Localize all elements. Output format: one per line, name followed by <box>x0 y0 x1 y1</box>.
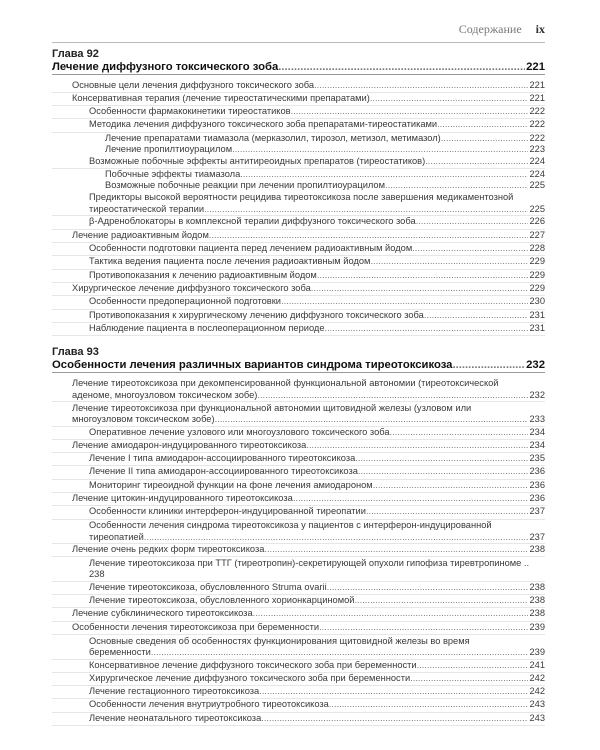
dot-leader <box>358 466 529 478</box>
toc-entry-title: Особенности клиники интерферон-индуцированной тиреопатии <box>89 506 366 517</box>
toc-entry-title: Лечение цитокин-индуцированного тиреотоксикоза <box>72 492 293 503</box>
toc-entry[interactable] <box>52 506 545 519</box>
toc-entry-page: 227 <box>529 229 545 240</box>
toc-entry-title: Лечение тиреотоксикоза при функциональной автономии щитовидной железы (узловом или <box>72 402 472 413</box>
toc-entry[interactable] <box>52 80 545 93</box>
toc-entry-title: Особенности лечения внутриутробного тиреотоксикоза <box>89 699 329 710</box>
toc-entry[interactable] <box>52 440 545 453</box>
toc-entry-title-continued: беременности <box>89 647 151 658</box>
toc-entry[interactable] <box>52 608 545 621</box>
toc-entry-page: 224 <box>529 155 545 166</box>
dot-leader <box>151 647 529 659</box>
toc-entry-page: 238 <box>529 595 545 606</box>
chapter-page: 232 <box>526 358 545 371</box>
toc-entry-title: Оперативное лечение узлового или многоузлового токсического зоба <box>89 426 390 437</box>
toc-entry[interactable] <box>52 622 545 635</box>
toc-entry-page: 223 <box>529 144 545 155</box>
dot-leader <box>366 506 529 518</box>
toc-entry[interactable] <box>52 466 545 479</box>
dot-leader <box>240 169 528 181</box>
dot-leader <box>355 453 528 465</box>
dot-leader <box>232 144 528 156</box>
toc-entry-title-continued: тиреостатической терапии <box>89 203 205 214</box>
toc-entry-title: Консервативное лечение диффузного токсического зоба при беременности <box>89 659 417 670</box>
toc-entry-title: Хирургическое лечение диффузного токсического зоба при беременности <box>89 672 411 683</box>
toc-entry-title: Лечение субклинического тиреотоксикоза <box>72 608 253 619</box>
dot-leader <box>327 582 529 594</box>
toc-entry-page: 232 <box>529 389 545 400</box>
toc-entry[interactable] <box>52 378 545 403</box>
toc-entry[interactable] <box>52 192 545 217</box>
chapter-title: Лечение диффузного токсического зоба <box>52 60 279 73</box>
chapter-title-entry[interactable] <box>52 359 545 373</box>
toc-entry-page: 228 <box>529 243 545 254</box>
toc-entry-title: Особенности лечения синдрома тиреотоксикоза у пациентов с интерферон-индуцированной <box>89 520 492 531</box>
dot-leader <box>215 414 529 426</box>
dot-leader <box>144 532 529 544</box>
toc-entry-title: Лечение неонатального тиреотоксикоза <box>89 712 262 723</box>
toc-entry[interactable] <box>52 402 545 427</box>
dot-leader <box>317 270 529 282</box>
toc-entry-title-continued: аденоме, многоузловом токсическом зобе) <box>72 389 258 400</box>
running-header-section: Содержание <box>458 22 522 36</box>
dot-leader <box>390 427 529 439</box>
dot-leader <box>452 359 525 372</box>
toc-entry[interactable] <box>52 544 545 557</box>
toc-entry-page: 222 <box>529 119 545 130</box>
toc-entry-page: 239 <box>529 647 545 658</box>
toc-entry-page: 225 <box>529 203 545 214</box>
toc-entry-page: 238 <box>89 569 105 580</box>
toc-entry[interactable] <box>52 243 545 256</box>
dot-leader <box>329 699 529 711</box>
toc-entry-title: Мониторинг тиреоидной функции на фоне лечения амиодароном <box>89 479 373 490</box>
dot-leader <box>385 180 529 192</box>
toc-entry-title: Консервативная терапия (лечение тиреостатическими препаратами) <box>72 92 370 103</box>
toc-entry[interactable] <box>52 310 545 323</box>
toc-entry-page: 229 <box>529 282 545 293</box>
dot-leader <box>278 61 525 74</box>
toc-entry-page: 241 <box>529 659 545 670</box>
toc-entry-title-continued: тиреопатией <box>89 531 144 542</box>
dot-leader <box>264 544 528 556</box>
toc-entry[interactable] <box>52 323 545 336</box>
toc-entry-title: Лечение препаратами тиамазола (мерказолил, тирозол, метизол, метимазол) <box>105 132 441 143</box>
dot-leader <box>261 713 528 725</box>
toc-entry[interactable] <box>52 230 545 243</box>
dot-leader <box>424 310 529 322</box>
toc-entry-page: 225 <box>529 180 545 191</box>
toc-entry-title: Особенности подготовки пациента перед лечением радиоактивным йодом <box>89 243 413 254</box>
toc-entry-page: 222 <box>529 132 545 143</box>
chapter-93 <box>52 346 545 726</box>
toc-entry-page: 230 <box>529 296 545 307</box>
toc-entry[interactable] <box>52 635 545 660</box>
toc-entry-title: Методика лечения диффузного токсического зоба препаратами-тиреостатиками <box>89 119 438 130</box>
toc-entry-page: 224 <box>529 168 545 179</box>
toc-entry[interactable] <box>52 713 545 726</box>
dot-leader <box>325 323 529 335</box>
toc-entry-title: Возможные побочные эффекты антитиреоидных препаратов (тиреостатиков) <box>89 155 426 166</box>
toc-entry-page: 236 <box>529 466 545 477</box>
toc-entry-title: Особенности предоперационной подготовки <box>89 296 281 307</box>
toc-entry-title: Лечение амиодарон-индуцированного тиреотоксикоза <box>72 439 307 450</box>
toc-entry-title: Лечение тиреотоксикоза при декомпенсированной функциональной автономии (тиреотоксической <box>72 378 499 388</box>
dot-leader <box>314 80 528 92</box>
toc-entry-page: 242 <box>529 686 545 697</box>
toc-entry[interactable] <box>52 256 545 269</box>
dot-leader <box>209 230 529 242</box>
toc-entry-page: 238 <box>529 581 545 592</box>
dot-leader <box>410 673 528 685</box>
toc-entry-title: Лечение I типа амиодарон-ассоциированного тиреотоксикоза <box>89 453 356 464</box>
toc-entry-page: 243 <box>529 699 545 710</box>
toc-entry-title: Противопоказания к хирургическому лечению диффузного токсического зоба <box>89 309 424 320</box>
toc-entry-page: 231 <box>529 309 545 320</box>
dot-leader <box>370 256 528 268</box>
dot-leader <box>306 440 528 452</box>
toc-entry[interactable] <box>52 106 545 119</box>
toc-entry-title: Особенности лечения тиреотоксикоза при беременности <box>72 621 320 632</box>
dot-leader <box>253 608 529 620</box>
toc-entry-title: Хирургическое лечение диффузного токсического зоба <box>72 282 311 293</box>
toc-entry[interactable] <box>52 582 545 595</box>
toc-entry-title-continued: многоузловом токсическом зобе) <box>72 414 215 424</box>
toc-entry-title: Противопоказания к лечению радиоактивным йодом <box>89 269 317 280</box>
page-number: ix <box>535 22 545 36</box>
toc-entry[interactable] <box>52 156 545 169</box>
toc-entry[interactable] <box>52 427 545 440</box>
toc-entry-page: 234 <box>529 439 545 450</box>
toc-entry[interactable] <box>52 283 545 296</box>
toc-entry-title: Основные сведения об особенностях функционирования щитовидной железы во время <box>89 635 470 646</box>
toc-entry[interactable] <box>52 520 545 545</box>
toc-entry-page: 231 <box>529 322 545 333</box>
toc-entry[interactable] <box>52 144 545 156</box>
dot-leader <box>204 204 528 216</box>
toc-entry[interactable] <box>52 216 545 229</box>
toc-entry[interactable] <box>52 169 545 181</box>
dot-leader <box>311 283 529 295</box>
toc-entry-page: 221 <box>529 79 545 90</box>
toc-entry-title: Тактика ведения пациента после лечения радиоактивным йодом <box>89 256 371 267</box>
toc-entry-page: 243 <box>529 712 545 723</box>
header-rule <box>52 42 545 43</box>
toc-entry-title: Лечение радиоактивным йодом <box>72 229 209 240</box>
dot-leader <box>437 119 528 131</box>
toc-entry-page: 222 <box>529 106 545 117</box>
toc-entry-title: Предикторы высокой вероятности рецидива тиреотоксикоза после завершения медикаментозной <box>89 192 514 203</box>
toc-entry-page: 237 <box>529 506 545 517</box>
toc-entry[interactable] <box>52 93 545 106</box>
toc-entry-page: 239 <box>529 621 545 632</box>
toc-entry[interactable] <box>52 557 545 582</box>
toc-entry-title: Лечение очень редких форм тиреотоксикоза <box>72 544 265 555</box>
toc-entry[interactable] <box>52 133 545 145</box>
toc-entry-page: 235 <box>529 453 545 464</box>
toc-entry-page: 234 <box>529 426 545 437</box>
toc-entry-title: Наблюдение пациента в послеоперационном периоде <box>89 322 325 333</box>
toc-entry-page: 229 <box>529 256 545 267</box>
dot-leader <box>412 243 528 255</box>
toc-entry-page: 236 <box>529 492 545 503</box>
chapter-92 <box>52 48 545 336</box>
running-header <box>459 22 545 37</box>
toc-entry[interactable] <box>52 660 545 673</box>
toc-entry-title: Основные цели лечения диффузного токсического зоба <box>72 79 315 90</box>
dot-leader <box>416 216 529 228</box>
toc-entry-page: 237 <box>529 531 545 542</box>
toc-entry[interactable] <box>52 686 545 699</box>
toc-entry[interactable] <box>52 493 545 506</box>
chapter-page: 221 <box>526 60 545 73</box>
toc-entry-title: β-Адреноблокаторы в комплексной терапии диффузного токсического зоба <box>89 216 416 227</box>
toc-entry[interactable] <box>52 119 545 132</box>
toc-entry-title: Лечение тиреотоксикоза, обусловленного Struma ovarii <box>89 581 327 592</box>
dot-leader <box>441 133 529 145</box>
toc-entry[interactable] <box>52 673 545 686</box>
dot-leader <box>259 686 528 698</box>
toc-entry-title: Лечение II типа амиодарон-ассоциированного тиреотоксикоза <box>89 466 358 477</box>
dot-leader <box>370 93 529 105</box>
dot-leader <box>281 296 529 308</box>
toc-entry-title: Побочные эффекты тиамазола <box>105 168 241 179</box>
toc-entry-page: 221 <box>529 92 545 103</box>
dot-leader <box>417 660 529 672</box>
dot-leader <box>319 622 528 634</box>
dot-leader <box>257 390 528 402</box>
toc-entry[interactable] <box>52 453 545 466</box>
chapter-label: Глава 92 <box>52 48 99 60</box>
chapter-title: Особенности лечения различных вариантов синдрома тиреотоксикоза <box>52 358 453 371</box>
toc-entry-title: Лечение тиреотоксикоза при ТТГ (тиреотропин)-секретирующей опухоли гипофиза тиревтропиноме .. <box>89 557 530 568</box>
dot-leader <box>373 480 529 492</box>
dot-leader <box>291 106 529 118</box>
toc-entry[interactable] <box>52 699 545 712</box>
dot-leader <box>293 493 529 505</box>
toc-entry-page: 236 <box>529 479 545 490</box>
toc-entry-page: 238 <box>529 544 545 555</box>
toc-entry-title: Особенности фармакокинетики тиреостатиков <box>89 106 291 117</box>
dot-leader <box>425 156 528 168</box>
toc-entry-title: Возможные побочные реакции при лечении пропилтиоурацилом <box>105 180 385 191</box>
toc-entry-title: Лечение пропилтиоурацилом <box>105 144 233 155</box>
toc-entry-page: 226 <box>529 216 545 227</box>
chapter-label: Глава 93 <box>52 346 99 358</box>
toc-entry-page: 242 <box>529 672 545 683</box>
dot-leader <box>354 595 528 607</box>
chapter-title-entry[interactable] <box>52 61 545 75</box>
toc-entry[interactable] <box>52 595 545 608</box>
toc-entry-page: 238 <box>529 608 545 619</box>
toc-entry-page: 233 <box>529 414 545 424</box>
toc-entry[interactable] <box>52 480 545 493</box>
toc-entry[interactable] <box>52 270 545 283</box>
toc-entry-title: Лечение гестационного тиреотоксикоза <box>89 686 260 697</box>
toc-entry[interactable] <box>52 180 545 192</box>
toc-entry-page: 229 <box>529 269 545 280</box>
toc-entry[interactable] <box>52 296 545 309</box>
toc-entry-title: Лечение тиреотоксикоза, обусловленного хорионкарциномой <box>89 595 355 606</box>
